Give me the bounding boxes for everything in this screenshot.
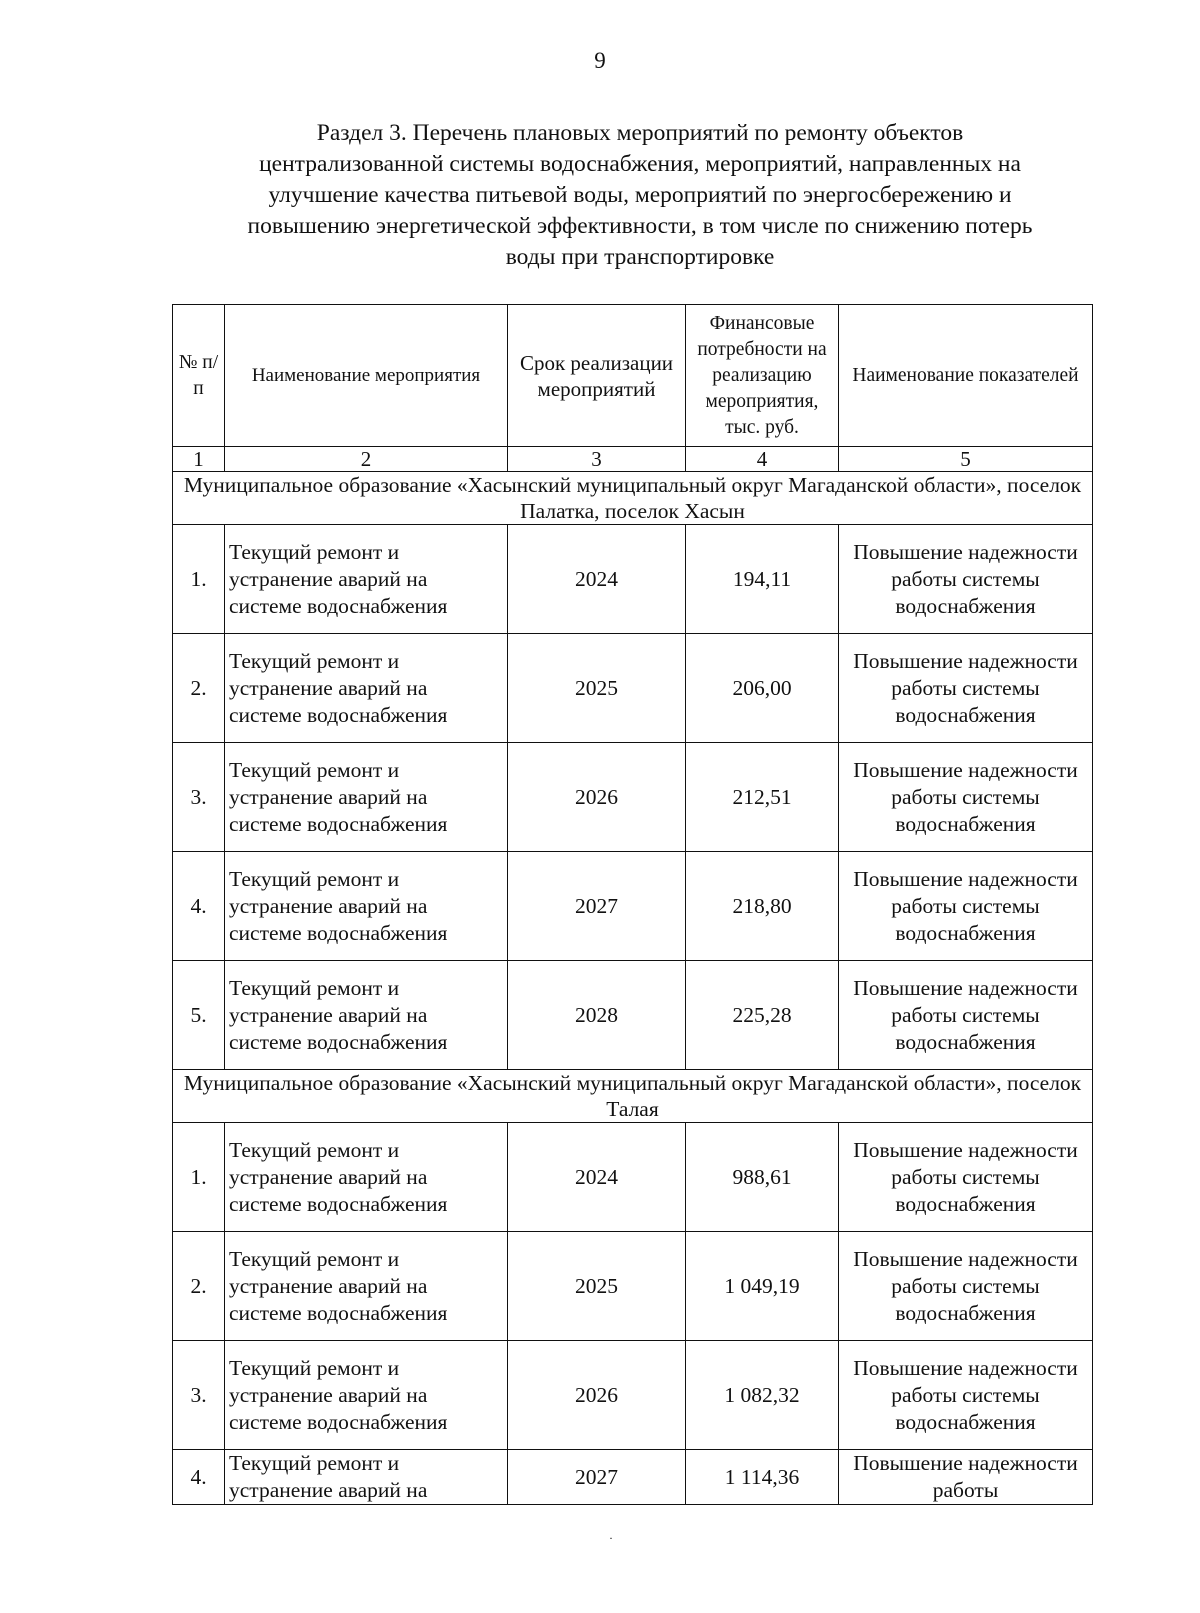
column-number: 4 [686, 447, 839, 472]
row-amount: 225,28 [686, 961, 839, 1070]
row-number: 4. [173, 852, 225, 961]
row-indicator: Повышение надежности работы системы водоснабжения [839, 1123, 1093, 1232]
row-measure-name: Текущий ремонт и устранение аварий на системе водоснабжения [225, 1123, 508, 1232]
scan-mark: · [609, 1531, 613, 1545]
column-number: 3 [508, 447, 686, 472]
row-measure-name: Текущий ремонт и устранение аварий на [225, 1450, 508, 1505]
table-row [173, 1123, 1093, 1232]
row-year: 2024 [508, 525, 686, 634]
table-row [173, 634, 1093, 743]
row-indicator: Повышение надежности работы системы водоснабжения [839, 634, 1093, 743]
table-row [173, 525, 1093, 634]
row-number: 3. [173, 1341, 225, 1450]
section-title-line: Раздел 3. Перечень плановых мероприятий по ремонту объектов [316, 120, 964, 146]
header-num: № п/п [173, 305, 225, 447]
row-number: 2. [173, 634, 225, 743]
row-amount: 1 049,19 [686, 1232, 839, 1341]
row-indicator: Повышение надежности работы системы водоснабжения [839, 525, 1093, 634]
row-amount: 988,61 [686, 1123, 839, 1232]
group-title: Муниципальное образование «Хасынский муниципальный округ Магаданской области», поселок Палатка, поселок Хасын [173, 472, 1093, 525]
row-measure-name: Текущий ремонт и устранение аварий на системе водоснабжения [225, 1232, 508, 1341]
row-measure-name: Текущий ремонт и устранение аварий на системе водоснабжения [225, 743, 508, 852]
row-measure-name: Текущий ремонт и устранение аварий на системе водоснабжения [225, 1341, 508, 1450]
row-indicator: Повышение надежности работы системы водоснабжения [839, 1341, 1093, 1450]
table-row [173, 1232, 1093, 1341]
section-title-line: централизованной системы водоснабжения, мероприятий, направленных на [259, 151, 1021, 177]
header-name: Наименование мероприятия [225, 305, 508, 447]
group-header-row [173, 1070, 1093, 1123]
section-title [200, 118, 1080, 273]
row-number: 5. [173, 961, 225, 1070]
row-year: 2025 [508, 1232, 686, 1341]
row-amount: 212,51 [686, 743, 839, 852]
row-amount: 218,80 [686, 852, 839, 961]
table-row [173, 743, 1093, 852]
section-title-line: воды при транспортировке [505, 244, 775, 270]
row-year: 2026 [508, 1341, 686, 1450]
column-number: 5 [839, 447, 1093, 472]
group-title: Муниципальное образование «Хасынский муниципальный округ Магаданской области», поселок Талая [173, 1070, 1093, 1123]
row-year: 2027 [508, 1450, 686, 1505]
row-indicator: Повышение надежности работы [839, 1450, 1093, 1505]
row-measure-name: Текущий ремонт и устранение аварий на системе водоснабжения [225, 634, 508, 743]
measures-table [172, 304, 1093, 1505]
column-number-row [173, 447, 1093, 472]
header-finance: Финансовые потребности на реализацию мероприятия, тыс. руб. [686, 305, 839, 447]
row-measure-name: Текущий ремонт и устранение аварий на системе водоснабжения [225, 961, 508, 1070]
row-year: 2025 [508, 634, 686, 743]
group-header-row [173, 472, 1093, 525]
header-term: Срок реализации мероприятий [508, 305, 686, 447]
column-number: 1 [173, 447, 225, 472]
row-year: 2026 [508, 743, 686, 852]
table-header-row [173, 305, 1093, 447]
row-amount: 194,11 [686, 525, 839, 634]
section-title-line: улучшение качества питьевой воды, мероприятий по энергосбережению и [268, 182, 1012, 208]
row-indicator: Повышение надежности работы системы водоснабжения [839, 743, 1093, 852]
row-amount: 206,00 [686, 634, 839, 743]
row-amount: 1 114,36 [686, 1450, 839, 1505]
row-number: 1. [173, 1123, 225, 1232]
row-year: 2028 [508, 961, 686, 1070]
row-amount: 1 082,32 [686, 1341, 839, 1450]
row-indicator: Повышение надежности работы системы водоснабжения [839, 852, 1093, 961]
table-row [173, 1450, 1093, 1505]
row-measure-name: Текущий ремонт и устранение аварий на системе водоснабжения [225, 525, 508, 634]
row-year: 2027 [508, 852, 686, 961]
section-title-line: повышению энергетической эффективности, в том числе по снижению потерь [247, 213, 1033, 239]
row-indicator: Повышение надежности работы системы водоснабжения [839, 1232, 1093, 1341]
table-row [173, 852, 1093, 961]
row-number: 2. [173, 1232, 225, 1341]
header-indicator: Наименование показателей [839, 305, 1093, 447]
row-number: 1. [173, 525, 225, 634]
column-number: 2 [225, 447, 508, 472]
table-row [173, 961, 1093, 1070]
row-number: 3. [173, 743, 225, 852]
row-year: 2024 [508, 1123, 686, 1232]
row-indicator: Повышение надежности работы системы водоснабжения [839, 961, 1093, 1070]
row-measure-name: Текущий ремонт и устранение аварий на системе водоснабжения [225, 852, 508, 961]
page-number: 9 [594, 48, 606, 73]
table-row [173, 1341, 1093, 1450]
row-number: 4. [173, 1450, 225, 1505]
